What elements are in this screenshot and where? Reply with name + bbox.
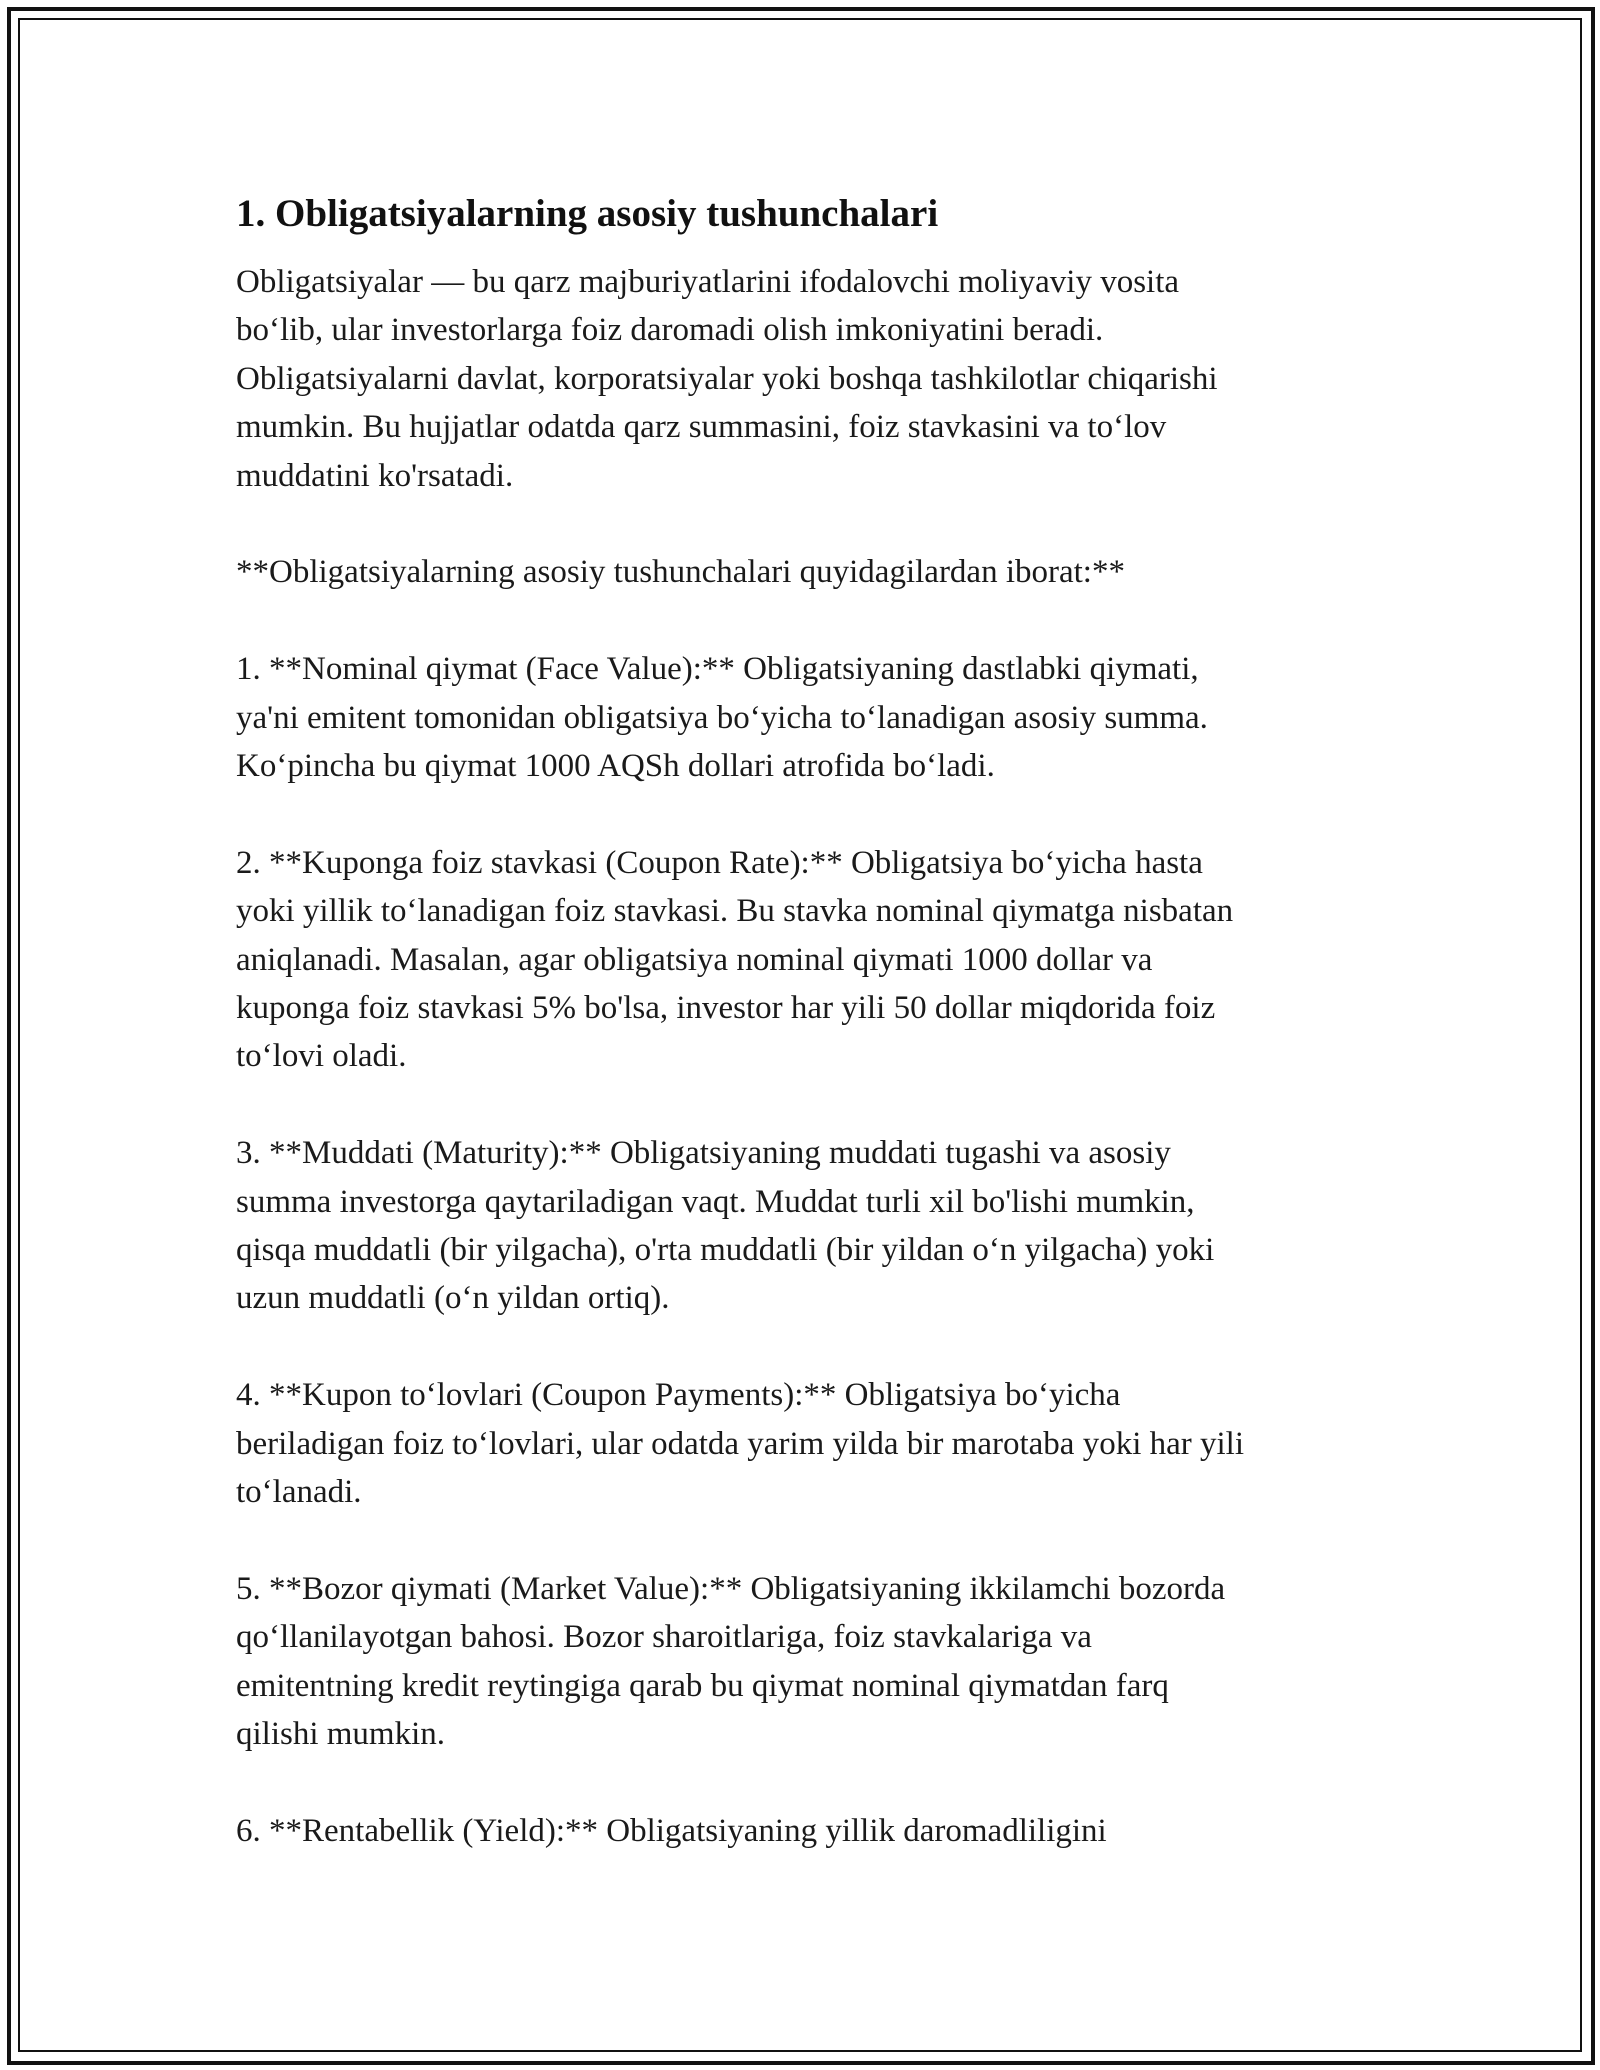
text-line: Ko‘pincha bu qiymat 1000 AQSh dollari atrofida bo‘ladi. [236, 748, 995, 785]
text-line: beriladigan foiz to‘lovlari, ular odatda yarim yilda bir marotaba yoki har yili [236, 1425, 1244, 1462]
text-line: **Obligatsiyalarning asosiy tushunchalari quyidagilardan iborat:** [236, 554, 1125, 591]
text-line: to‘lovi oladi. [236, 1038, 407, 1075]
list-intro-paragraph [236, 548, 1366, 596]
text-line: to‘lanadi. [236, 1474, 362, 1511]
document-body [236, 188, 1366, 1904]
list-item-nominal-value [236, 645, 1366, 790]
text-line: uzun muddatli (o‘n yildan ortiq). [236, 1280, 670, 1317]
section-heading: 1. Obligatsiyalarning asosiy tushunchalari [236, 192, 939, 235]
list-item-coupon-rate [236, 839, 1366, 1081]
text-line: 6. **Rentabellik (Yield):** Obligatsiyaning yillik daromadliligini [236, 1812, 1107, 1849]
text-line: kuponga foiz stavkasi 5% bo'lsa, investor har yili 50 dollar miqdorida foiz [236, 990, 1216, 1027]
text-line: 3. **Muddati (Maturity):** Obligatsiyaning muddati tugashi va asosiy [236, 1135, 1171, 1172]
text-line: aniqlanadi. Masalan, agar obligatsiya nominal qiymati 1000 dollar va [236, 941, 1153, 978]
text-line: 1. **Nominal qiymat (Face Value):** Obligatsiyaning dastlabki qiymati, [236, 651, 1199, 688]
text-line: muddatini ko'rsatadi. [236, 457, 514, 494]
text-line: qilishi mumkin. [236, 1716, 446, 1753]
text-line: mumkin. Bu hujjatlar odatda qarz summasini, foiz stavkasini va to‘lov [236, 409, 1167, 446]
list-item-coupon-payments [236, 1371, 1366, 1516]
text-line: 2. **Kuponga foiz stavkasi (Coupon Rate):** Obligatsiya bo‘yicha hasta [236, 844, 1203, 881]
text-line: emitentning kredit reytingiga qarab bu qiymat nominal qiymatdan farq [236, 1667, 1169, 1704]
text-line: summa investorga qaytariladigan vaqt. Muddat turli xil bo'lishi mumkin, [236, 1183, 1195, 1220]
text-line: Obligatsiyalarni davlat, korporatsiyalar yoki boshqa tashkilotlar chiqarishi [236, 360, 1218, 397]
intro-paragraph [236, 258, 1366, 500]
text-line: Obligatsiyalar — bu qarz majburiyatlarini ifodalovchi moliyaviy vosita [236, 264, 1180, 300]
text-line: yoki yillik to‘lanadigan foiz stavkasi. Bu stavka nominal qiymatga nisbatan [236, 893, 1234, 930]
list-item-maturity [236, 1129, 1366, 1323]
text-line: ya'ni emitent tomonidan obligatsiya bo‘yicha to‘lanadigan asosiy summa. [236, 699, 1208, 736]
text-line: qisqa muddatli (bir yilgacha), o'rta muddatli (bir yildan o‘n yilgacha) yoki [236, 1232, 1215, 1269]
text-line: 4. **Kupon to‘lovlari (Coupon Payments):** Obligatsiya bo‘yicha [236, 1377, 1121, 1414]
text-line: 5. **Bozor qiymati (Market Value):** Obligatsiyaning ikkilamchi bozorda [236, 1570, 1226, 1607]
text-line: bo‘lib, ular investorlarga foiz daromadi olish imkoniyatini beradi. [236, 312, 1104, 349]
text-line: qo‘llanilayotgan bahosi. Bozor sharoitlariga, foiz stavkalariga va [236, 1619, 1092, 1656]
list-item-market-value [236, 1565, 1366, 1759]
list-item-yield [236, 1807, 1366, 1855]
